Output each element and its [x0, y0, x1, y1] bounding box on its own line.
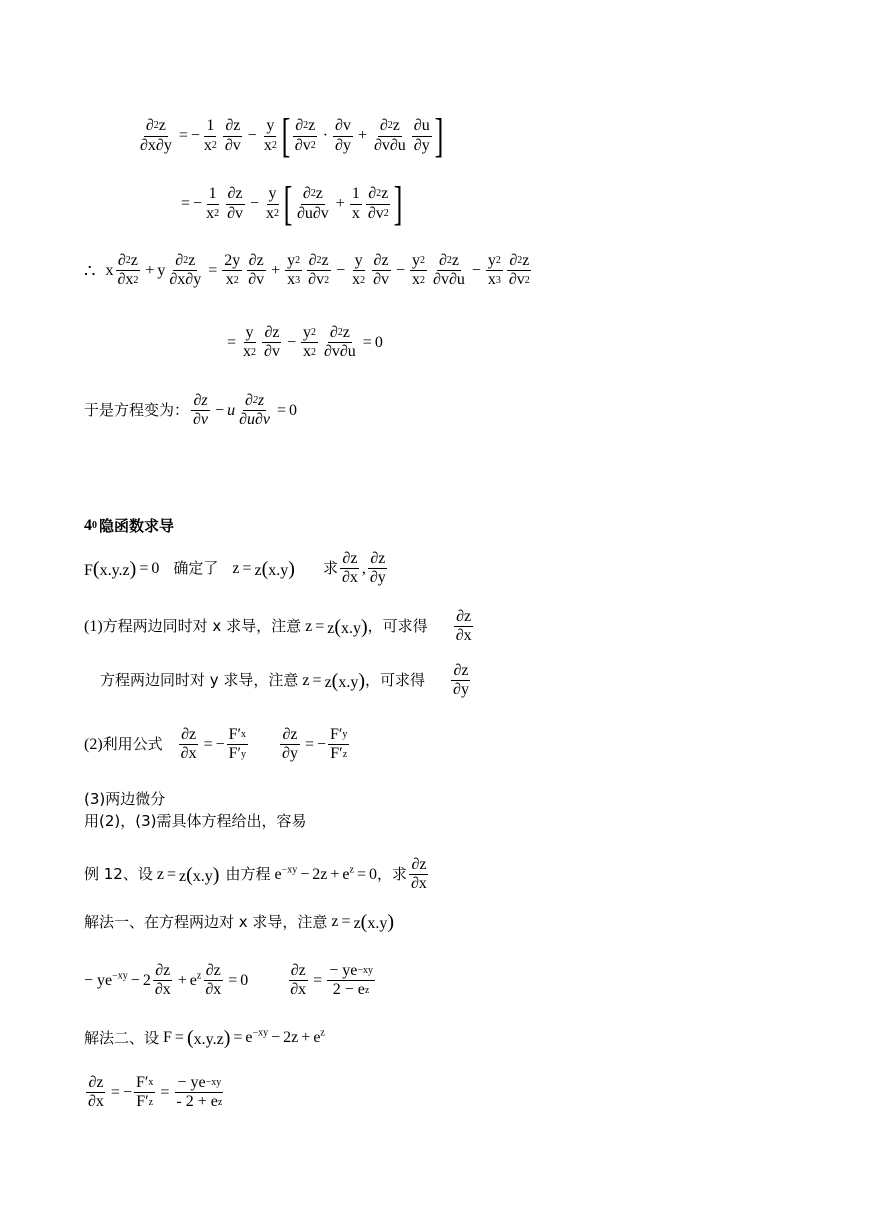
section-title: 隐函数求导: [99, 516, 175, 535]
eq-mixed-partial-1: ∂ 2 z ∂x∂y = − 1 x 2 $\frac{\partial z}{\partial v}$ − y x 2 [ ∂ 2 z ∂v 2 · $\frac{\partial v}{\partial y}$ + ∂ 2 z ∂v∂u $\frac{\partial u}{\partial y}$ ]: [140, 109, 444, 162]
note-line: 用(2)，(3)需具体方程给出，容易: [84, 812, 307, 830]
section-heading: 4 0 隐函数求导: [84, 516, 175, 535]
method-2-equation: $\frac{\partial z}{\partial x}$ = − F′ x F′ z = − ye −xy - 2 + e z: [88, 1074, 223, 1111]
step-3: (3)两边微分: [84, 790, 166, 808]
eq-simplified: = y x 2 $\frac{\partial z}{\partial v}$ − y 2 x 2 ∂ 2 z ∂v∂u = 0: [227, 324, 383, 361]
step-1: (1) 方程两边同时对 x 求导，注意 z = z(x.y) ，可求得 $\frac{\partial z}{\partial x}$: [84, 608, 472, 645]
eq-mixed-partial-2: = − 1 x 2 $\frac{\partial z}{\partial v}$ − y x 2 [ ∂ 2 z ∂u∂v + $\frac{1}{x}$ ∂ 2 z ∂v 2 ]: [181, 177, 403, 230]
transform-label: 于是方程变为：: [84, 401, 190, 420]
method-1-equation: − $ye^{-xy}$ − 2 $\frac{\partial z}{\partial x}$ + $e^z$ $\frac{\partial z}{\partial x}$ = 0 $\frac{\partial z}{\partial x}$ = − ye −xy 2 − e z: [84, 962, 373, 999]
eq-therefore-sum: ∴ x ∂ 2 z ∂x 2 + y ∂ 2 z ∂x∂y = 2y x 2 $\frac{\partial z}{\partial v}$ + y 2 x 3 ∂ 2 z ∂v 2 − y x 2 $\frac{\partial z}{\partial v}$ − y 2 x 2 ∂ 2 z ∂v∂u − y 2 x 3 ∂ 2 z ∂v 2: [84, 252, 530, 289]
implicit-statement: F(x.y.z) = 0 确定了 z = z(x.y) 求 $\frac{\partial z}{\partial x}$ , $\frac{\partial z}{\partial y}$: [84, 550, 386, 587]
method-2: 解法二、设 F = (x.y.z) = $e^{-xy}$ − 2z + $e^z$: [84, 1027, 325, 1049]
therefore-symbol: ∴: [84, 260, 96, 281]
eq-transformed: 于是方程变为： $\frac{\partial z}{\partial v}$ − u ∂ 2 z ∂u∂v = 0: [84, 392, 298, 429]
step-1b: 方程两边同时对 y 求导，注意 z = z(x.y) ，可求得 $\frac{\partial z}{\partial y}$: [100, 662, 469, 699]
step-2: (2) 利用公式 $\frac{\partial z}{\partial x}$ = − F′ x F′ y $\frac{\partial z}{\partial y}$ = − F′ y F′ z: [84, 726, 348, 763]
fraction: ∂ 2 z ∂x∂y: [140, 117, 172, 154]
example-12: 例 12、设 z = z(x.y) 由方程 $e^{-xy}$ − 2z + $e^z$ = 0 ，求 $\frac{\partial z}{\partial x}$: [84, 856, 427, 893]
method-1: 解法一、在方程两边对 x 求导，注意 z = z(x.y): [84, 911, 395, 933]
